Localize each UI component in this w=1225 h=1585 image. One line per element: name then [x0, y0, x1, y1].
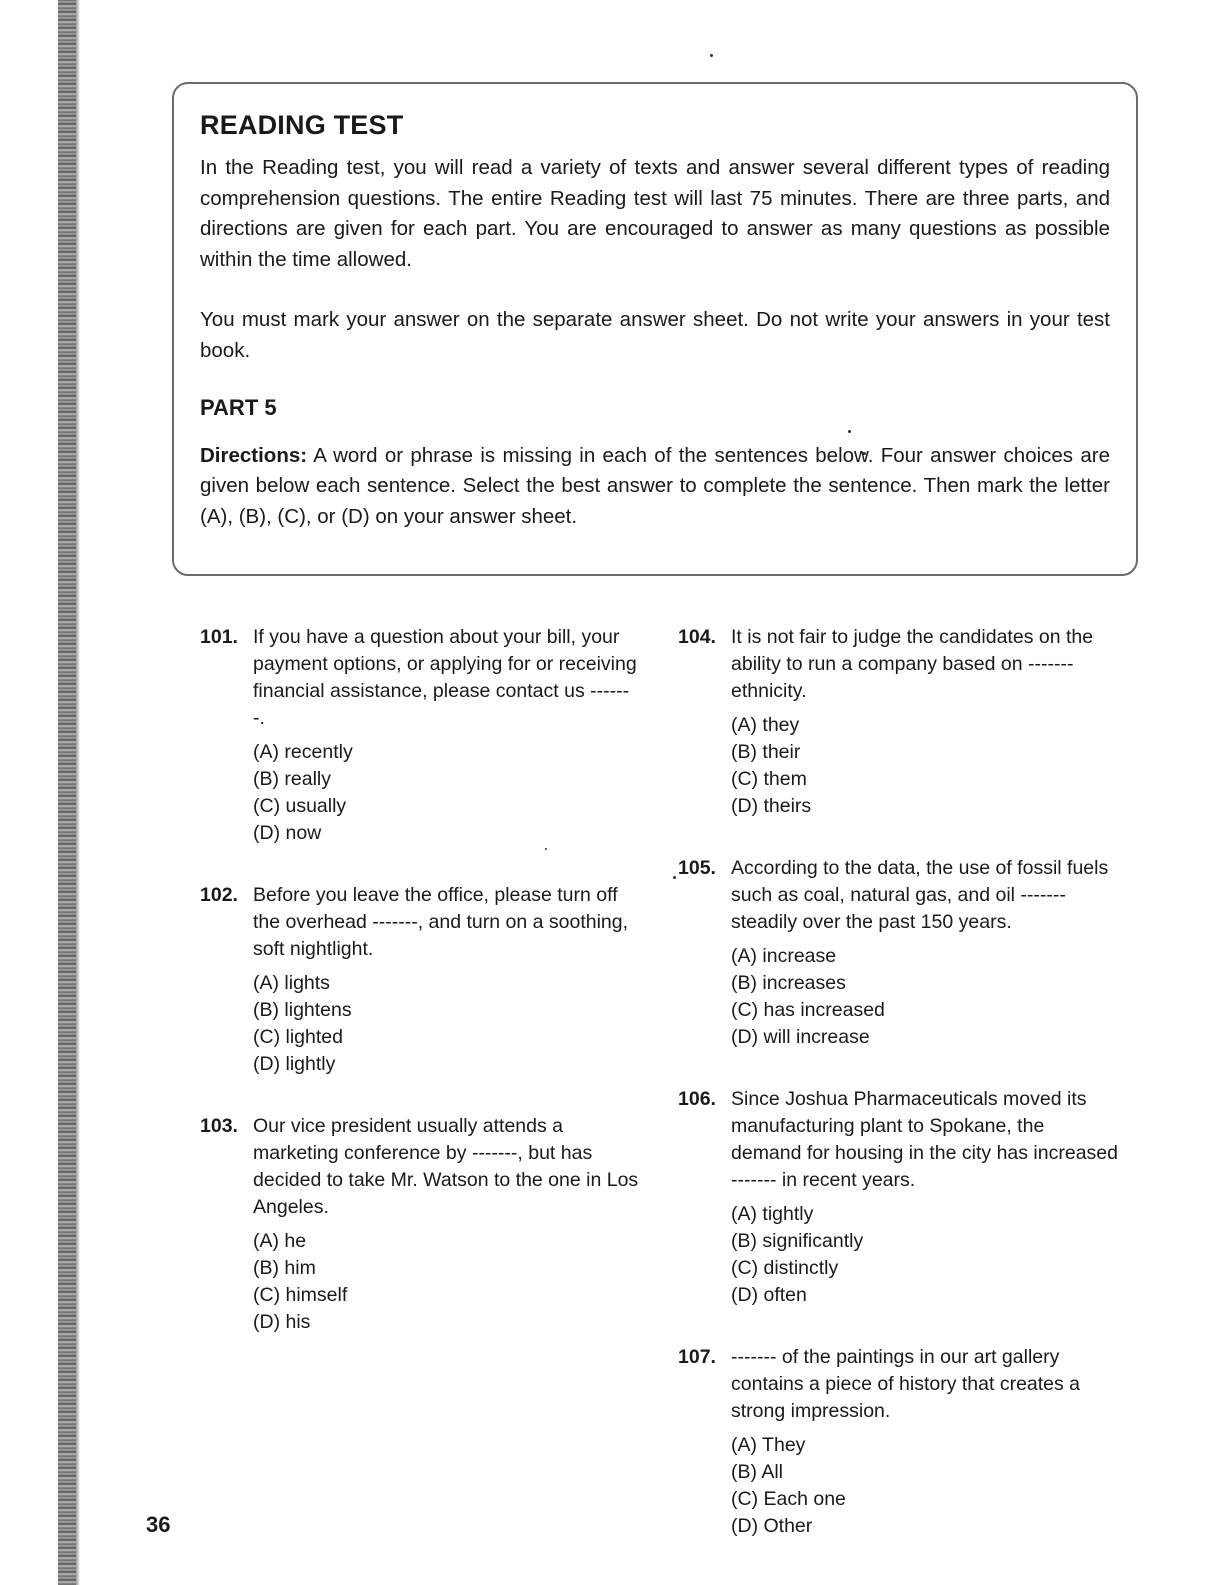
question-101	[200, 624, 640, 847]
book-binding-edge	[58, 0, 76, 1585]
question-stem: Since Joshua Pharmaceuticals moved its manufacturing plant to Spokane, the demand for housing in the city has increased ------- in recent years.	[731, 1088, 1118, 1191]
answer-choice-b: (B) their	[731, 741, 801, 763]
intro-paragraph: In the Reading test, you will read a variety of texts and answer several different types of reading comprehension questions. The entire Reading test will last 75 minutes. There are three parts, and directions are given for each part. You are encouraged to answer as many questions as possible within the time allowed.	[200, 156, 1110, 271]
answer-choice-d: (D) Other	[731, 1515, 813, 1537]
question-107	[678, 1344, 1118, 1540]
question-number: 104.	[678, 626, 716, 648]
answer-choices	[253, 970, 640, 1078]
answer-choice-b: (B) really	[253, 768, 332, 790]
answer-choice-d: (D) his	[253, 1311, 311, 1333]
question-105	[678, 855, 1118, 1051]
question-104	[678, 624, 1118, 820]
question-number: 101.	[200, 626, 238, 648]
question-number: 105.	[678, 857, 716, 879]
question-stem: It is not fair to judge the candidates on the ability to run a company based on ------- ethnicity.	[731, 626, 1094, 702]
question-number: 107.	[678, 1346, 716, 1368]
question-102	[200, 882, 640, 1078]
answer-choice-a: (A) increase	[731, 945, 837, 967]
answer-choices	[731, 943, 1118, 1051]
answer-choice-b: (B) All	[731, 1461, 784, 1483]
questions-left-column	[200, 624, 640, 1336]
reading-test-directions-box	[172, 82, 1138, 576]
question-number: 102.	[200, 884, 238, 906]
answer-choice-a: (A) he	[253, 1230, 307, 1252]
question-stem: ------- of the paintings in our art gallery contains a piece of history that creates a strong impression.	[731, 1346, 1081, 1422]
answer-choice-c: (C) usually	[253, 795, 347, 817]
question-stem: Our vice president usually attends a marketing conference by -------, but has decided to take Mr. Watson to the one in Los Angeles.	[253, 1115, 639, 1218]
directions-text: A word or phrase is missing in each of the sentences below. Four answer choices are given below each sentence. Select the best answer to complete the sentence. Then mark the letter (A), (B), (C), or (D) on your answer sheet.	[200, 443, 1110, 528]
scan-speck	[673, 876, 676, 879]
answer-choice-d: (D) now	[253, 822, 322, 844]
question-stem: If you have a question about your bill, your payment options, or applying for or receiving financial assistance, please contact us -------.	[253, 626, 637, 729]
question-stem: Before you leave the office, please turn off the overhead -------, and turn on a soothing, soft nightlight.	[253, 884, 629, 960]
section-title: READING TEST	[200, 110, 404, 140]
answer-choices	[253, 739, 640, 847]
answer-choice-c: (C) distinctly	[731, 1257, 839, 1279]
answer-choice-d: (D) lightly	[253, 1053, 336, 1075]
answer-choice-b: (B) significantly	[731, 1230, 864, 1252]
answer-choices	[731, 1201, 1118, 1309]
answer-choice-a: (A) tightly	[731, 1203, 814, 1225]
question-106	[678, 1086, 1118, 1309]
answer-sheet-paragraph: You must mark your answer on the separate answer sheet. Do not write your answers in your test book.	[200, 308, 1110, 362]
answer-choices	[731, 1432, 1118, 1540]
page-number: 36	[146, 1512, 171, 1537]
answer-choice-c: (C) them	[731, 768, 807, 790]
directions-label: Directions:	[200, 443, 308, 467]
answer-choice-b: (B) increases	[731, 972, 846, 994]
directions-paragraph	[200, 441, 1110, 533]
answer-choice-d: (D) will increase	[731, 1026, 870, 1048]
scan-speck	[710, 54, 713, 57]
question-103	[200, 1113, 640, 1336]
answer-choice-d: (D) theirs	[731, 795, 812, 817]
answer-choice-c: (C) lighted	[253, 1026, 343, 1048]
part-heading: PART 5	[200, 394, 277, 420]
answer-choice-d: (D) often	[731, 1284, 807, 1306]
question-number: 106.	[678, 1088, 716, 1110]
answer-choices	[253, 1228, 640, 1336]
answer-choice-a: (A) recently	[253, 741, 353, 763]
answer-choice-c: (C) himself	[253, 1284, 348, 1306]
answer-choice-c: (C) Each one	[731, 1488, 846, 1510]
answer-choice-a: (A) lights	[253, 972, 330, 994]
questions-right-column	[678, 624, 1118, 1540]
answer-choice-a: (A) They	[731, 1434, 806, 1456]
answer-choices	[731, 712, 1118, 820]
answer-choice-c: (C) has increased	[731, 999, 885, 1021]
question-stem: According to the data, the use of fossil fuels such as coal, natural gas, and oil ------- steadily over the past 150 years.	[731, 857, 1109, 933]
answer-choice-a: (A) they	[731, 714, 800, 736]
question-number: 103.	[200, 1115, 238, 1137]
answer-choice-b: (B) lightens	[253, 999, 352, 1021]
answer-choice-b: (B) him	[253, 1257, 316, 1279]
